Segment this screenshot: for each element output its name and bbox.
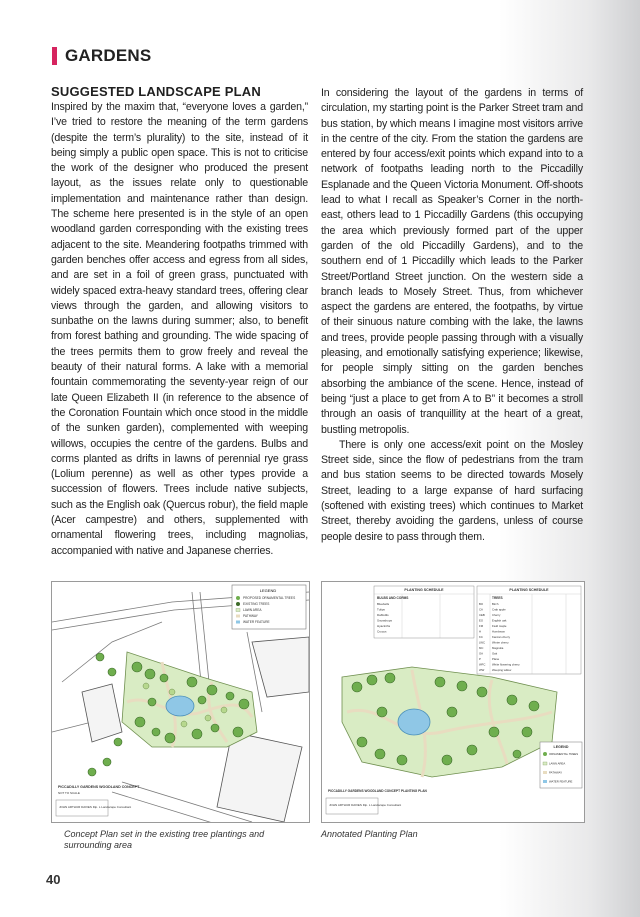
concept-designer: JOHN ARTHUR DAVIES Dip. L Landscape Consultant bbox=[59, 805, 132, 809]
right-column bbox=[321, 86, 583, 545]
tree-name: Crab apple bbox=[492, 607, 506, 612]
section-accent-bar bbox=[52, 47, 57, 65]
concept-legend-item: PATHWAY bbox=[243, 614, 258, 619]
concept-legend-item: PROPOSED ORNAMENTAL TREES bbox=[243, 596, 296, 601]
schedule-left-title: PLANTING SCHEDULE bbox=[404, 588, 444, 592]
section-header bbox=[52, 46, 151, 66]
tree-code: LWC bbox=[479, 640, 486, 645]
tree-code: P bbox=[479, 657, 481, 661]
left-paragraph: Inspired by the maxim that, “everyone loves a garden,” I’ve tried to restore the meaning of the term gardens (despite the term’s plurality) to the site, instead of it being simply a public open space. This is not to criticise the work of the designer who produced the present layout, as the issues relate only to questionable implementation and maintenance rather than design. The scheme here presented is in the style of an open woodland garden corresponding with the existing trees adjacent to the site. Meandering footpaths trimmed with garden benches offer access and egress from all sides, and are set in a foil of green grass, punctuated with widely spaced extra-heavy standard trees, offering clear views through the garden, and allowing visitors to sunbathe on the lawns during summer; also, to benefit from forest bathing and grounding. The wide spacing of the trees permits them to grow freely and reveal the beauty of their natural forms. A lake with a memorial fountain commemorating the seventy-year reign of our late Queen Elizabeth II (in reference to the absence of the Coronation Fountain which once stood in the middle of the sunken garden), complemented with weeping willows, occupies the centre of the gardens. Bulbs and corms planted as drifts in lawns of perennial rye grass (Lolium perenne) as well as other types provide a succession of flowers. Trees include native subjects, such as the English oak (Quercus robur), the field maple (Acer campestre) and others, supplemented with ornamental flowering trees, including magnolias, accompanied with native and Japanese cherries. bbox=[51, 101, 308, 557]
tree-code: MC bbox=[479, 646, 484, 650]
plan-legend-item: ORNAMENTAL TREES bbox=[549, 752, 579, 756]
bulb-row: Snowdrops bbox=[377, 618, 393, 623]
concept-plan-drawing bbox=[52, 582, 309, 822]
tree-code: WFC bbox=[479, 662, 486, 667]
tree-name: Field maple bbox=[492, 624, 507, 628]
plan-legend-item: LAWN AREA bbox=[549, 761, 566, 766]
tree-code: OA bbox=[479, 651, 484, 656]
article-heading: SUGGESTED LANDSCAPE PLAN bbox=[51, 84, 261, 99]
tree-code: CEB bbox=[479, 613, 485, 617]
tree-name: Cherry bbox=[492, 613, 501, 617]
tree-code: WW bbox=[479, 668, 485, 672]
tree-code: FM bbox=[479, 624, 484, 628]
plan-legend-title: LEGEND bbox=[553, 745, 569, 749]
plan-legend-item: WATER FEATURE bbox=[549, 779, 573, 784]
bulb-row: Hyacinths bbox=[377, 624, 391, 628]
planting-plan-caption: Annotated Planting Plan bbox=[321, 829, 418, 839]
tree-code: EO bbox=[479, 618, 484, 623]
tree-code: H bbox=[479, 629, 482, 634]
concept-plan-caption: Concept Plan set in the existing tree plantings and surrounding area bbox=[64, 829, 265, 850]
tree-name: Weeping willow bbox=[492, 668, 512, 672]
right-paragraph-1: In considering the layout of the gardens in terms of circulation, my starting point is the Parker Street tram and bus station, by which means I imagine most visitors arrive in the centre of the city. From the station the gardens are entered by four access/exit points which expand into to a network of footpaths leading north to the Piccadilly Esplanade and the Queen Victoria Monument. Off-shoots lead to what I recall as Speaker’s Corner in the north-east, others lead to 1 Piccadilly Gardens (this occupying the area which previously formed part of the upper garden of the old Piccadilly Gardens), and to the southern end of 1 Piccadilly which leads to the Parker Street/Portland Street junction. On the western side a branch leads to Mosely Street. Thus, from whichever aspect the gardens are entered, the footpaths, by virtue of their sinuous nature combing with the lake, the lawns and trees, provide people passing through with a visually pleasing, and emotionally satisfying experience; likewise, for people simply sitting on the garden benches absorbing the ambiance of the scene. Hence, instead of being “just a place to get from A to B” it becomes a stroll through an oasis of tranquillity at the heart of a great, bustling metropolis. bbox=[321, 87, 583, 436]
left-column bbox=[51, 84, 308, 559]
tree-code: BO bbox=[479, 602, 484, 606]
section-title: GARDENS bbox=[65, 46, 152, 65]
plan-title-block: PICCADILLY GARDENS WOODLAND CONCEPT PLANTING PLAN bbox=[328, 789, 427, 793]
trees-heading: TREES bbox=[492, 596, 503, 600]
tree-name: Birch bbox=[492, 602, 499, 606]
concept-legend-title: LEGEND bbox=[259, 588, 277, 593]
bulb-row: Crocus bbox=[377, 629, 387, 634]
tree-name: Oak bbox=[492, 651, 498, 656]
tree-code: KC bbox=[479, 635, 483, 639]
planting-plan-figure bbox=[321, 581, 585, 823]
page-number: 40 bbox=[46, 872, 61, 887]
schedule-right-title: PLANTING SCHEDULE bbox=[509, 588, 549, 592]
bulb-row: Daffodils bbox=[377, 613, 389, 617]
right-paragraph-2: There is only one access/exit point on the Mosley Street side, since the flow of pedestrians from the tram and bus station seems to be directed towards Mosely Street, leading to a large expanse of hard surfacing (softened with existing trees) which continues to Market Street, thereby avoiding the gardens, unless of course people desire to pass through them. bbox=[321, 438, 583, 543]
concept-drawing-note: NOT TO SCALE bbox=[58, 791, 80, 795]
tree-code: CA bbox=[479, 607, 483, 612]
tree-name: Winter cherry bbox=[492, 640, 509, 645]
plan-designer: JOHN ARTHUR DAVIES Dip. L Landscape Consultant bbox=[329, 803, 402, 807]
concept-legend-item: EXISTING TREES bbox=[243, 602, 270, 607]
tree-name: Plane bbox=[492, 657, 500, 661]
concept-plan-figure bbox=[51, 581, 310, 823]
tree-name: Magnolia bbox=[492, 646, 504, 650]
bulb-row: Tulips bbox=[377, 607, 385, 612]
tree-name: Kanzan cherry bbox=[492, 635, 511, 639]
bulbs-heading: BULBS AND CORMS bbox=[377, 596, 409, 600]
concept-legend-item: WATER FEATURE bbox=[243, 620, 270, 625]
tree-name: Hornbeam bbox=[492, 629, 506, 634]
tree-name: English oak bbox=[492, 618, 507, 623]
concept-legend-item: LAWN AREA bbox=[243, 608, 262, 613]
plan-legend-item: PATHWAY bbox=[549, 770, 563, 775]
concept-title-block: PICCADILLY GARDENS WOODLAND CONCEPT bbox=[58, 785, 140, 789]
planting-plan-drawing bbox=[322, 582, 584, 822]
bulb-row: Bluebells bbox=[377, 602, 390, 606]
tree-name: White flowering cherry bbox=[492, 662, 520, 667]
